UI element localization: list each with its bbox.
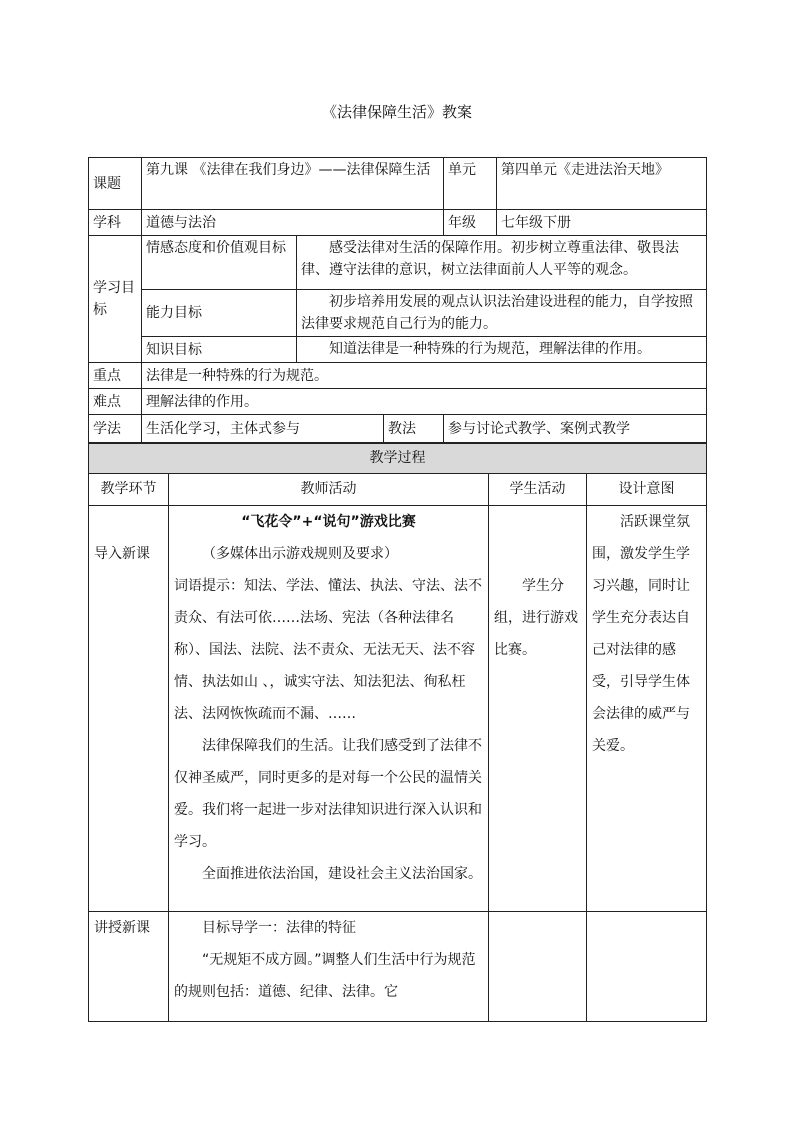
danyuan-label: 单元 <box>444 158 497 210</box>
intro-para1: 法律保障我们的生活。让我们感受到了法律不仅神圣威严，同时更多的是对每一个公民的温情关爱。我们将一起进一步对法律知识进行深入认识和学习。 <box>174 738 482 850</box>
intro-student-activity <box>489 506 587 912</box>
teaching-process-table <box>88 443 707 1022</box>
xueke-value: 道德与法治 <box>142 210 444 236</box>
col-header-student: 学生活动 <box>489 474 587 506</box>
col-header-teacher: 教师活动 <box>169 474 489 506</box>
intro-teacher-activity <box>169 506 489 912</box>
nianji-label: 年级 <box>444 210 497 236</box>
game-words: 词语提示：知法、学法、懂法、执法、守法、法不责众、有法可依……法场、宪法（各种法律名称）、国法、法院、法不责众、无法无天、法不容情、执法如山 、，诚实守法、知法犯法、徇私枉法、法网恢恢疏而不漏、…… <box>174 578 482 722</box>
process-header: 教学过程 <box>89 444 707 474</box>
lesson-info-table <box>88 157 707 443</box>
nianji-value: 七年级下册 <box>497 210 707 236</box>
nandian-value: 理解法律的作用。 <box>142 389 707 415</box>
keti-label: 课题 <box>89 158 142 210</box>
lecture-stage <box>89 912 169 1022</box>
game-title: “飞花令”+“说句”游戏比赛 <box>241 514 416 530</box>
lecture-teacher-activity <box>169 912 489 1022</box>
xuefa-label: 学法 <box>89 415 142 443</box>
lecture-stage-label: 讲授新课 <box>94 920 150 936</box>
intro-stage-label: 导入新课 <box>94 546 150 562</box>
goal3-label: 知识目标 <box>142 337 297 363</box>
goal3-value: 知道法律是一种特殊的行为规范，理解法律的作用。 <box>297 337 707 363</box>
zhongdian-label: 重点 <box>89 363 142 389</box>
col-header-design: 设计意图 <box>587 474 707 506</box>
lecture-para: “无规矩不成方圆。”调整人们生活中行为规范的规则包括：道德、纪律、法律。它 <box>174 952 476 1000</box>
danyuan-value: 第四单元《走进法治天地》 <box>497 158 707 210</box>
jiaofa-label: 教法 <box>384 415 444 443</box>
jiaofa-value: 参与讨论式教学、案例式教学 <box>444 415 707 443</box>
document-title: 《法律保障生活》教案 <box>321 103 472 121</box>
goal1-value: 感受法律对生活的保障作用。初步树立尊重法律、敬畏法律、遵守法律的意识，树立法律面前人人平等的观念。 <box>297 236 707 290</box>
goal-label: 学习目标 <box>89 236 142 363</box>
keti-value: 第九课 《法律在我们身边》——法律保障生活 <box>142 158 444 210</box>
lecture-student-activity <box>489 912 587 1022</box>
nandian-label: 难点 <box>89 389 142 415</box>
xuefa-value: 生活化学习，主体式参与 <box>142 415 384 443</box>
goal2-label: 能力目标 <box>142 290 297 337</box>
lecture-goal: 目标导学一：法律的特征 <box>202 920 356 936</box>
lecture-design-intent <box>587 912 707 1022</box>
intro-design-text: 活跃课堂氛围，激发学生学习兴趣，同时让学生充分表达自己对法律的感受，引导学生体会法律的威严与关爱。 <box>592 514 690 754</box>
intro-student-text: 学生分组，进行游戏比赛。 <box>494 578 578 658</box>
intro-stage <box>89 506 169 912</box>
goal2-value: 初步培养用发展的观点认识法治建设进程的能力，自学按照法律要求规范自己行为的能力。 <box>297 290 707 337</box>
intro-design-intent <box>587 506 707 912</box>
zhongdian-value: 法律是一种特殊的行为规范。 <box>142 363 707 389</box>
xueke-label: 学科 <box>89 210 142 236</box>
col-header-stage: 教学环节 <box>89 474 169 506</box>
goal1-label: 情感态度和价值观目标 <box>142 236 297 290</box>
game-note: （多媒体出示游戏规则及要求） <box>202 546 398 562</box>
intro-para2: 全面推进依法治国，建设社会主义法治国家。 <box>202 866 482 882</box>
